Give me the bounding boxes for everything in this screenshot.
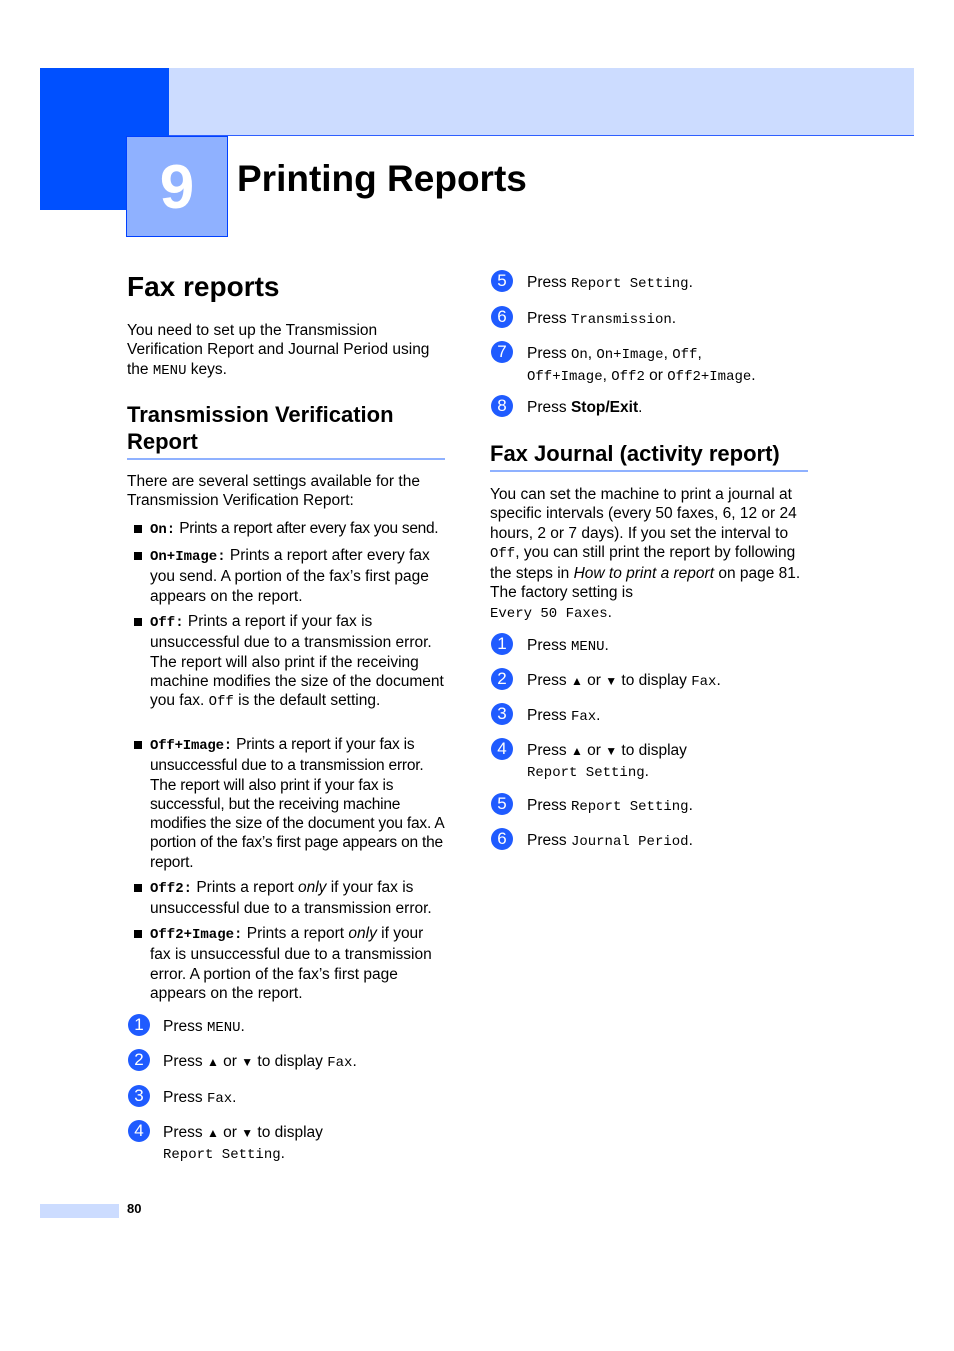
step-text: to display (253, 1053, 328, 1070)
journal-code: Every 50 Faxes (490, 605, 608, 622)
step-text: to display (617, 742, 687, 759)
step-code: Fax (691, 674, 717, 690)
journal-intro (490, 485, 808, 624)
step-code: Report Setting (527, 764, 645, 781)
step-code: MENU (570, 639, 605, 655)
step-number-icon: 6 (491, 828, 513, 850)
step-sep: , (663, 345, 673, 362)
intro-menu-code: MENU (152, 362, 187, 379)
tvr-step-6 (527, 309, 676, 331)
journal-text: You can set the machine to print a journal at specific intervals (every 50 faxes, 6, 12 or 24 hours, 2 or 7 days). If you set the interval to (490, 486, 797, 542)
step-number-icon: 2 (491, 668, 513, 690)
step-code: Off+Image (527, 368, 603, 385)
step-sep: , (602, 366, 612, 384)
bullet-square-icon (134, 552, 142, 560)
step-end: . (638, 399, 643, 416)
step-text: Press (527, 797, 571, 814)
bullet-square-icon (134, 618, 142, 626)
journal-link-reference: How to print a report (573, 565, 715, 583)
step-text: or (644, 366, 668, 384)
step-sep: , (587, 345, 597, 362)
step-number-icon: 8 (491, 395, 513, 417)
down-arrow-icon: ▼ (241, 1126, 254, 1140)
bullet-off2 (150, 878, 446, 919)
chapter-title: Printing Reports (237, 158, 527, 199)
tvr-step-4 (163, 1123, 323, 1165)
step-end: . (596, 707, 601, 724)
bullet-text: Prints a report after every fax you send. (175, 520, 439, 537)
step-code: On (570, 347, 588, 363)
subheading-line-1: Transmission Verification (127, 402, 394, 427)
step-code: Fax (206, 1091, 233, 1107)
step-sep: , (697, 345, 702, 362)
intro-text-b: keys. (186, 360, 227, 378)
bullet-square-icon (134, 525, 142, 533)
step-text: Press (527, 399, 571, 416)
tvr-step-8 (527, 398, 642, 418)
journal-text: , you can still print the report by following the steps in (490, 543, 796, 583)
bullet-off2-image (150, 924, 446, 1003)
step-end: . (352, 1053, 357, 1070)
bullet-square-icon (134, 930, 142, 938)
bullet-label: Off2: (150, 881, 193, 897)
step-number-icon: 5 (491, 270, 513, 292)
step-end: . (688, 797, 693, 814)
step-end: . (644, 762, 649, 780)
step-code: Off2 (611, 368, 645, 385)
step-text: Press (527, 274, 571, 291)
bullet-text-a: Prints a report (242, 925, 349, 942)
step-text: Press (527, 345, 571, 362)
journal-text: on page 81. The factory setting is (490, 565, 801, 602)
step-text: Press (527, 310, 571, 327)
bullet-text-b: is the default setting. (233, 692, 381, 710)
step-text: to display (253, 1124, 323, 1141)
bullet-label: On+Image: (150, 549, 226, 565)
step-text: Press (527, 742, 571, 759)
step-text: or (582, 742, 606, 759)
step-number-icon: 5 (491, 793, 513, 815)
step-number-icon: 3 (128, 1085, 150, 1107)
bullet-on-image (150, 546, 446, 606)
journal-step-2 (527, 671, 721, 693)
chapter-number-box: 9 (126, 136, 228, 237)
step-number-icon: 6 (491, 306, 513, 328)
subheading-transmission-verification (127, 401, 394, 455)
stop-exit-key: Stop/Exit (570, 399, 639, 416)
bullet-on (150, 519, 450, 540)
bullet-label: Off2+Image: (150, 927, 243, 943)
tvr-step-3 (163, 1088, 236, 1110)
step-code: Journal Period (570, 834, 689, 850)
step-code: Fax (327, 1055, 353, 1071)
step-code: On+Image (596, 347, 664, 363)
step-code: Fax (570, 709, 597, 725)
step-number-icon: 1 (128, 1014, 150, 1036)
step-end: . (604, 637, 609, 654)
section-heading-fax-reports: Fax reports (127, 271, 280, 302)
step-number-icon: 4 (128, 1120, 150, 1142)
journal-step-3 (527, 706, 600, 728)
subheading-rule (127, 458, 445, 460)
down-arrow-icon: ▼ (241, 1055, 254, 1069)
step-text: Press (527, 707, 571, 724)
step-code: Off (672, 347, 698, 363)
step-number-icon: 1 (491, 633, 513, 655)
step-end: . (688, 274, 693, 291)
up-arrow-icon: ▲ (206, 1126, 219, 1140)
page-number: 80 (127, 1201, 142, 1216)
tvr-step-7 (527, 344, 756, 387)
step-code: MENU (206, 1020, 241, 1036)
bullet-label: Off: (150, 615, 184, 631)
bullet-emphasis: only (297, 879, 327, 896)
step-text: Press (163, 1053, 207, 1070)
bullet-off-image (150, 735, 446, 872)
step-end: . (280, 1144, 285, 1162)
journal-text: . (607, 603, 612, 621)
step-text: or (582, 672, 606, 689)
step-text: or (218, 1124, 242, 1141)
subheading-rule (490, 470, 808, 472)
subheading-fax-journal: Fax Journal (activity report) (490, 441, 780, 466)
chapter-header-band (169, 68, 914, 136)
step-text: Press (527, 672, 571, 689)
tvr-intro: There are several settings available for the Transmission Verification Report: (127, 473, 420, 510)
intro-text-a: You need to set up the Transmission Verification Report and Journal Period using the (127, 322, 430, 378)
step-code: Report Setting (163, 1146, 281, 1163)
up-arrow-icon: ▲ (570, 744, 583, 758)
step-text: Press (163, 1089, 207, 1106)
step-text: Press (527, 832, 571, 849)
bullet-text: Prints a report if your fax is unsuccessful due to a transmission error. The report will also print if your fax is successful, but the receiving machine modifies the size of the document you fax. A portion of the fax’s first page appears on the report. (150, 736, 444, 871)
down-arrow-icon: ▼ (605, 674, 618, 688)
step-code: Off2+Image (667, 368, 752, 385)
bullet-square-icon (134, 741, 142, 749)
step-number-icon: 7 (491, 341, 513, 363)
bullet-text-b: if your fax is unsuccessful due to a transmission error. (150, 879, 432, 918)
step-end: . (751, 366, 756, 384)
tvr-step-1 (163, 1017, 245, 1039)
bullet-label: On: (150, 522, 176, 538)
up-arrow-icon: ▲ (206, 1055, 219, 1069)
step-end: . (671, 310, 677, 327)
step-end: . (232, 1089, 237, 1106)
step-end: . (716, 672, 721, 689)
up-arrow-icon: ▲ (570, 674, 583, 688)
step-text: to display (617, 672, 692, 689)
step-number-icon: 2 (128, 1049, 150, 1071)
bullet-text: Prints a report after every fax you send. A portion of the fax’s first page appears on the report. (150, 547, 430, 605)
subheading-line-2: Report (127, 429, 198, 454)
step-code: Transmission (570, 312, 672, 328)
bullet-emphasis: only (348, 925, 377, 942)
step-end: . (688, 832, 693, 849)
bullet-text-a: Prints a report (192, 879, 298, 896)
bullet-text-a: Prints a report if your fax is unsuccessful due to a transmission error. The report will also print if the receiving machine modifies the size of the document you fax. (150, 613, 444, 710)
bullet-text-b: if your fax is unsuccessful due to a transmission error. A portion of the fax’s first page appears on the report. (150, 925, 432, 1002)
step-text: Press (163, 1124, 207, 1141)
bullet-code-off: Off (208, 694, 234, 711)
bullet-off (150, 612, 446, 712)
journal-step-6 (527, 831, 693, 853)
journal-code: Off (490, 545, 516, 562)
journal-step-5 (527, 796, 693, 818)
step-code: Report Setting (570, 276, 689, 292)
step-code: Report Setting (570, 799, 689, 815)
step-text: Press (163, 1018, 207, 1035)
tvr-step-5 (527, 273, 693, 295)
bullet-label: Off+Image: (150, 738, 233, 754)
down-arrow-icon: ▼ (605, 744, 618, 758)
journal-step-4 (527, 741, 687, 783)
step-number-icon: 4 (491, 738, 513, 760)
step-number-icon: 3 (491, 703, 513, 725)
fax-reports-intro (127, 321, 447, 381)
bullet-square-icon (134, 884, 142, 892)
step-end: . (240, 1018, 245, 1035)
step-text: Press (527, 637, 571, 654)
step-text: or (218, 1053, 242, 1070)
journal-step-1 (527, 636, 609, 658)
footer-bar (40, 1204, 119, 1218)
tvr-step-2 (163, 1052, 357, 1074)
